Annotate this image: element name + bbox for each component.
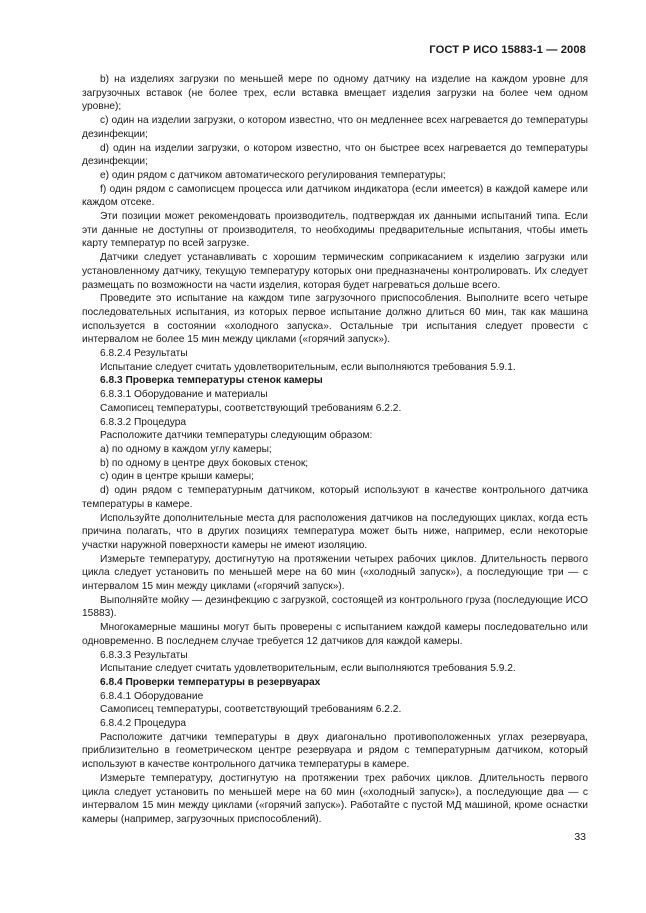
list-item-e-auto-control-sensor: e) один рядом с датчиком автоматического регулирования температуры; — [100, 169, 446, 181]
paragraph-recorder-6-2-2-b: Самописец температуры, соответствующий требованиям 6.2.2. — [100, 704, 402, 716]
section-6-8-4-heading: 6.8.4 Проверки температуры в резервуарах — [100, 676, 321, 688]
paragraph-result-5-9-1: Испытание следует считать удовлетворительным, если выполняются требования 5.9.1. — [100, 361, 516, 373]
paragraph-wash-disinfect: Выполняйте мойку — дезинфекцию с загрузкой, состоящей из контрольного груза (последующие ИСО 15883). — [82, 594, 588, 620]
paragraph-three-cycles: Измерьте температуру, достигнутую на протяжении трех рабочих циклов. Длительность первого цикла следует установить по меньшей мере на 60 мин («холодный запуск»), а последующие два — с интервалом 15 мин между циклами («горячий запуск»). Работайте с пустой МД машиной, кроме оснастки камеры (например, загрузочных приспособлений). — [82, 772, 588, 825]
paragraph-manufacturer-positions: Эти позиции может рекомендовать производитель, подтверждая их данными испытаний типа. Если эти данные не доступны от производителя, то необходимы предварительные испытания, чтобы иметь карту температур по всей загрузке. — [82, 211, 588, 250]
subsection-6-8-2-4-heading: 6.8.2.4 Результаты — [100, 348, 188, 360]
paragraph-recorder-6-2-2-a: Самописец температуры, соответствующий требованиям 6.2.2. — [100, 402, 402, 414]
subsection-6-8-4-1-heading: 6.8.4.1 Оборудование — [100, 690, 204, 702]
list-item-a-corners: a) по одному в каждом углу камеры; — [100, 443, 272, 455]
paragraph-additional-locations: Используйте дополнительные места для расположения датчиков на последующих циклах, когда есть причина полагать, что в других позициях температура может быть ниже, например, если некоторые участки наружной поверхности камеры не имеют изоляцию. — [82, 512, 588, 551]
section-6-8-3-heading: 6.8.3 Проверка температуры стенок камеры — [100, 375, 323, 387]
subsection-6-8-3-3-heading: 6.8.3.3 Результаты — [100, 649, 188, 661]
list-item-b-sensors-per-level: b) на изделиях загрузки по меньшей мере по одному датчику на изделие на каждом уровне для загрузочных вставок (не более трех, если вставка вмещает изделия загрузки на более чем одном уровне); — [82, 74, 588, 113]
list-item-c-roof: c) один в центре крыши камеры; — [100, 471, 254, 483]
paragraph-four-tests: Проведите это испытание на каждом типе загрузочного приспособления. Выполните всего четыре последовательных испытания, из которых первое испытание должно длиться 60 мин, так как машина используется в состоянии «холодного запуска». Остальные три испытания следует провести с интервалом не более 15 мин между циклами («горячий запуск»). — [82, 293, 588, 346]
subsection-6-8-4-2-heading: 6.8.4.2 Процедура — [100, 718, 187, 730]
list-item-b-side-walls: b) по одному в центре двух боковых стенок; — [100, 457, 309, 469]
document-body — [82, 73, 588, 827]
subsection-6-8-3-2-heading: 6.8.3.2 Процедура — [100, 416, 187, 428]
paragraph-four-cycles: Измерьте температуру, достигнутую на протяжении четырех рабочих циклов. Длительность первого цикла следует установить по меньшей мере на 60 мин («холодный запуск»), а последующие три — с интервалом 15 мин между циклами («горячий запуск»). — [82, 553, 588, 593]
list-item-d-control-sensor: d) один рядом с температурным датчиком, который используют в качестве контрольного датчика температуры в камере. — [82, 485, 588, 510]
paragraph-place-sensors: Расположите датчики температуры следующим образом: — [100, 430, 373, 442]
paragraph-tank-sensors: Расположите датчики температуры в двух диагонально противоположенных углах резервуара, приблизительно в геометрическом центре резервуара и рядом с температурным датчиком, который используют в качестве контрольного датчика температуры в камере. — [82, 731, 588, 771]
paragraph-result-5-9-2: Испытание следует считать удовлетворительным, если выполняются требования 5.9.2. — [100, 663, 516, 675]
list-item-c-slowest-heating: c) один на изделии загрузки, о котором известно, что он медленнее всех нагревается до температуры дезинфекции; — [82, 115, 588, 140]
list-item-d-fastest-heating: d) один на изделии загрузки, о котором известно, что он быстрее всех нагревается до температуры дезинфекции; — [82, 142, 588, 168]
list-item-f-process-recorder: f) один рядом с самописцем процесса или датчиком индикатора (если имеется) в каждой камере или каждом отсеке. — [82, 183, 588, 209]
standard-header: ГОСТ Р ИСО 15883-1 — 2008 — [429, 44, 586, 56]
paragraph-multichamber: Многокамерные машины могут быть проверены с испытанием каждой камеры последовательно или одновременно. В последнем случае требуется 12 датчиков для каждой камеры. — [82, 622, 588, 647]
subsection-6-8-3-1-heading: 6.8.3.1 Оборудование и материалы — [100, 389, 268, 401]
page-number: 33 — [574, 831, 586, 843]
paragraph-sensor-contact: Датчики следует устанавливать с хорошим термическим соприкасанием к изделию загрузки или установленному датчику, текущую температуру которых они предназначены контролировать. Их следует размещать по возможности на части изделия, которая будет нагреваться дольше всего. — [82, 252, 588, 291]
